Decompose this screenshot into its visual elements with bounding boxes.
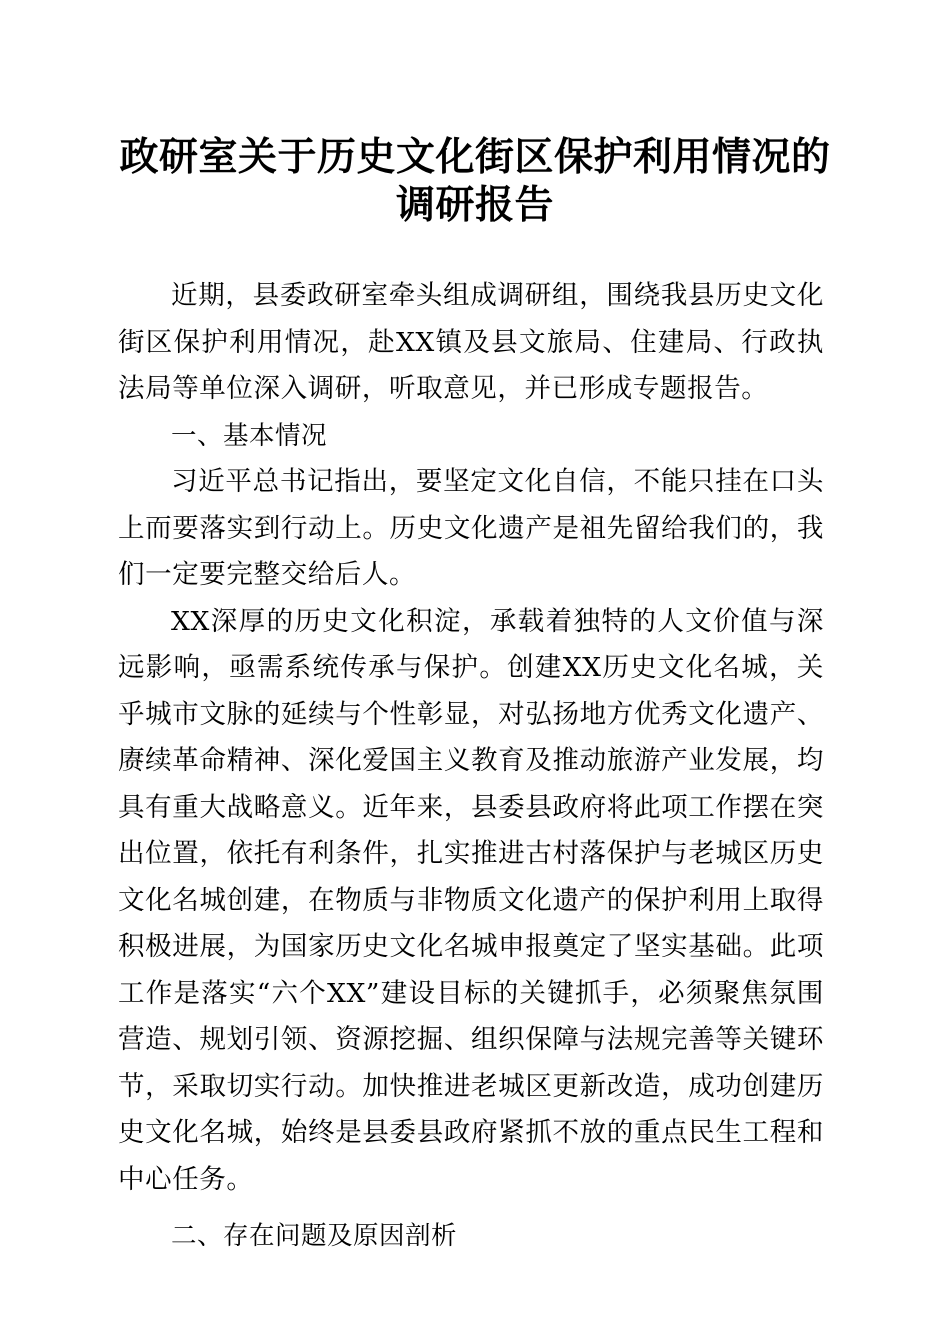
section-heading-problems: 二、存在问题及原因剖析	[171, 1221, 458, 1251]
document-body	[118, 273, 824, 1260]
body-paragraph-quote: 习近平总书记指出，要坚定文化自信，不能只挂在口头上而要落实到行动上。历史文化遗产是祖先留给我们的，我们一定要完整交给后人。	[118, 466, 824, 590]
intro-paragraph: 近期，县委政研室牵头组成调研组，围绕我县历史文化街区保护利用情况，赴XX镇及县文旅局、住建局、行政执法局等单位深入调研，听取意见，并已形成专题报告。	[118, 280, 824, 404]
body-paragraph-background: XX深厚的历史文化积淀，承载着独特的人文价值与深远影响，亟需系统传承与保护。创建XX历史文化名城，关乎城市文脉的延续与个性彰显，对弘扬地方优秀文化遗产、赓续革命精神、深化爱国主义教育及推动旅游产业发展，均具有重大战略意义。近年来，县委县政府将此项工作摆在突出位置，依托有利条件，扎实推进古村落保护与老城区历史文化名城创建，在物质与非物质文化遗产的保护利用上取得积极进展，为国家历史文化名城申报奠定了坚实基础。此项工作是落实“六个XX”建设目标的关键抓手，必须聚焦氛围营造、规划引领、资源挖掘、组织保障与法规完善等关键环节，采取切实行动。加快推进老城区更新改造，成功创建历史文化名城，始终是县委县政府紧抓不放的重点民生工程和中心任务。	[118, 605, 824, 1195]
document-title: 政研室关于历史文化街区保护利用情况的调研报告	[119, 134, 831, 228]
section-heading-basic-situation: 一、基本情况	[171, 420, 328, 451]
